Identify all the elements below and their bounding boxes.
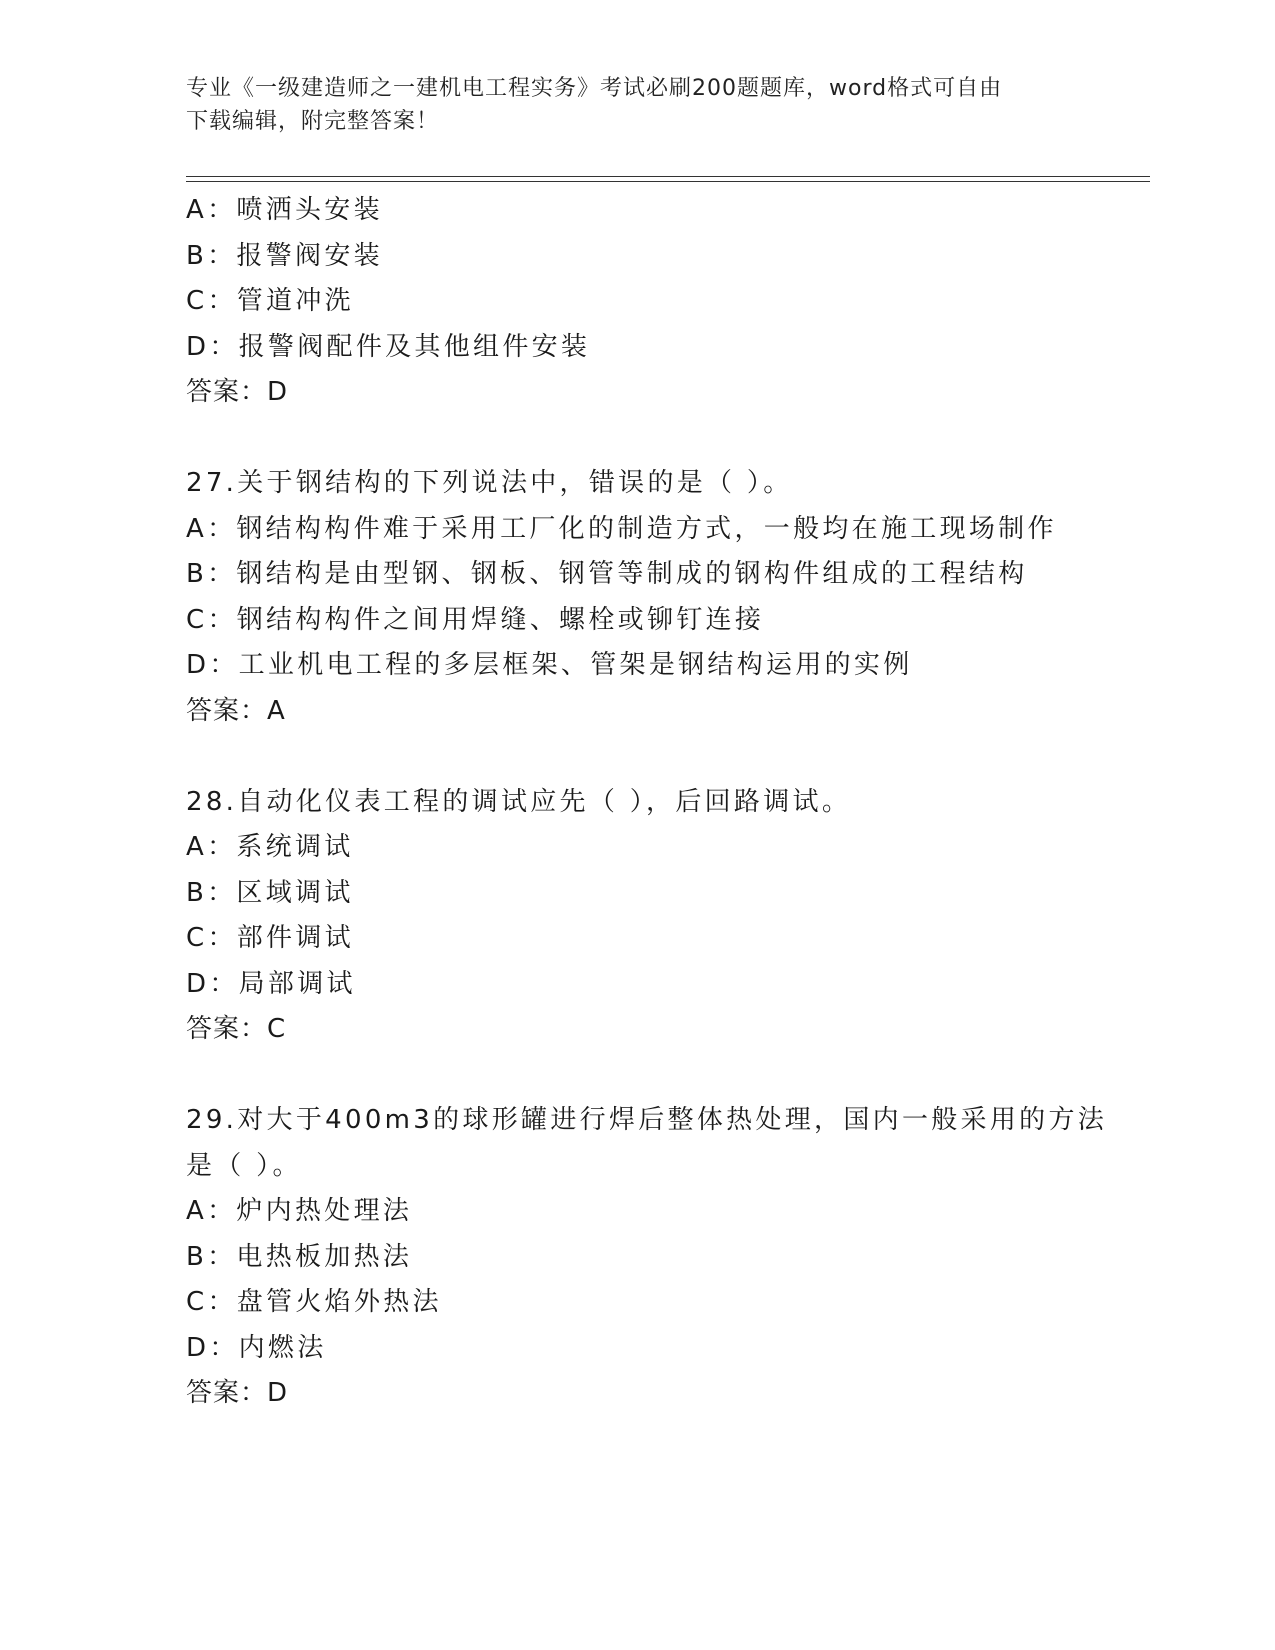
option-c: C：钢结构构件之间用焊缝、螺栓或铆钉连接 bbox=[186, 604, 765, 635]
option-c: C：部件调试 bbox=[186, 923, 354, 953]
question-block-27 bbox=[186, 461, 1146, 734]
option-a: A：喷洒头安装 bbox=[186, 195, 383, 225]
question-block-28 bbox=[186, 780, 1146, 1053]
answer-line: 答案：C bbox=[186, 1014, 287, 1044]
option-c: C：管道冲洗 bbox=[186, 286, 354, 316]
question-stem-line-2: 是（ ）。 bbox=[186, 1150, 302, 1181]
question-stem-line-1: 29.对大于400m3的球形罐进行焊后整体热处理，国内一般采用的方法 bbox=[186, 1105, 1108, 1135]
option-a: A：钢结构构件难于采用工厂化的制造方式，一般均在施工现场制作 bbox=[186, 513, 1057, 544]
option-a: A：炉内热处理法 bbox=[186, 1196, 413, 1226]
spacer bbox=[186, 1053, 1146, 1099]
option-b: B：电热板加热法 bbox=[186, 1241, 413, 1272]
question-stem: 27.关于钢结构的下列说法中，错误的是（ ）。 bbox=[186, 468, 793, 498]
question-stem: 28.自动化仪表工程的调试应先（ ），后回路调试。 bbox=[186, 786, 852, 817]
option-c: C：盘管火焰外热法 bbox=[186, 1287, 442, 1317]
option-d: D：内燃法 bbox=[186, 1332, 327, 1363]
option-d: D：局部调试 bbox=[186, 968, 356, 999]
answer-line: 答案：D bbox=[186, 1378, 289, 1408]
header-line-1: 专业《一级建造师之一建机电工程实务》考试必刷200题题库，word格式可自由 bbox=[186, 76, 1003, 101]
header-divider-top bbox=[186, 176, 1150, 177]
answer-line: 答案：D bbox=[186, 377, 289, 407]
spacer bbox=[186, 734, 1146, 780]
spacer bbox=[186, 416, 1146, 462]
option-a: A：系统调试 bbox=[186, 832, 354, 862]
question-block-29 bbox=[186, 1098, 1146, 1417]
question-list bbox=[186, 188, 1146, 1417]
option-d: D：工业机电工程的多层框架、管架是钢结构运用的实例 bbox=[186, 650, 913, 680]
question-block-26 bbox=[186, 188, 1146, 416]
header-line-2: 下载编辑，附完整答案！ bbox=[186, 109, 440, 134]
answer-line: 答案：A bbox=[186, 695, 286, 726]
option-b: B：报警阀安装 bbox=[186, 240, 383, 271]
document-header bbox=[186, 72, 1086, 138]
option-b: B：钢结构是由型钢、钢板、钢管等制成的钢构件组成的工程结构 bbox=[186, 559, 1028, 589]
option-d: D：报警阀配件及其他组件安装 bbox=[186, 331, 591, 362]
option-b: B：区域调试 bbox=[186, 877, 354, 908]
header-divider-bottom bbox=[186, 181, 1150, 182]
